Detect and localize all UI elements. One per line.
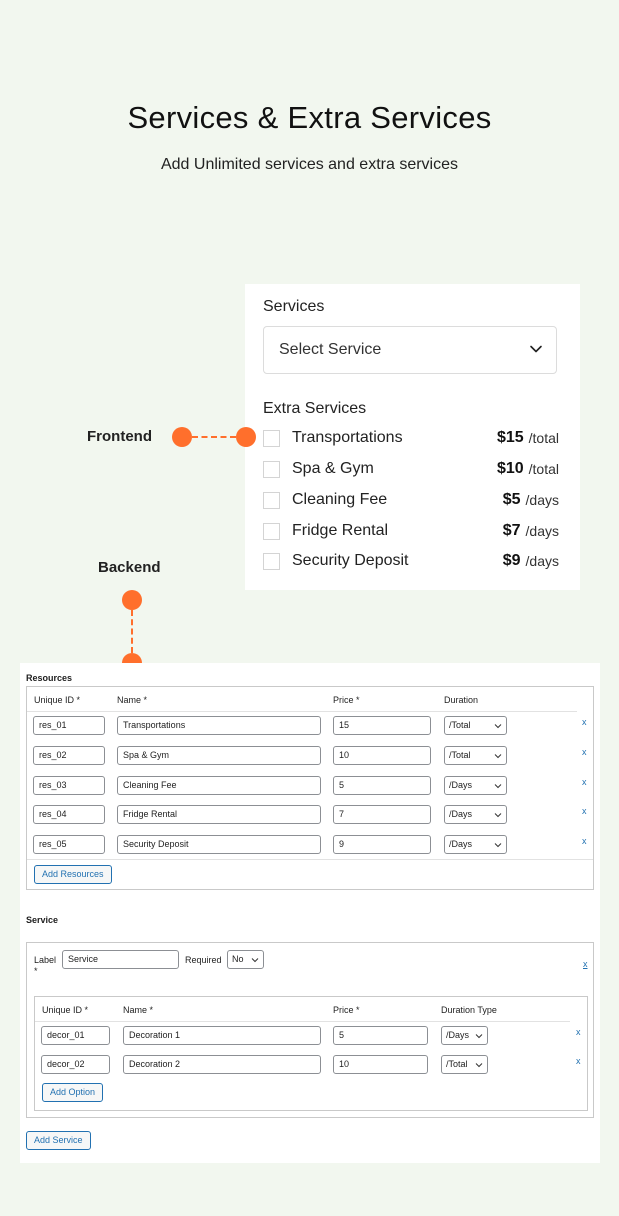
extra-service-unit: /total — [528, 430, 559, 446]
column-header: Duration Type — [441, 1005, 497, 1015]
extra-service-price: $9 — [502, 552, 521, 569]
duration-value: /Days — [446, 1030, 470, 1040]
extra-service-checkbox[interactable] — [263, 553, 280, 570]
add-option-button[interactable]: Add Option — [42, 1083, 103, 1102]
duration-value: /Total — [449, 750, 471, 760]
label-field-label: Label — [34, 955, 57, 965]
extra-service-unit: /days — [525, 523, 559, 539]
column-header: Unique ID * — [34, 695, 81, 705]
backend-label: Backend — [98, 559, 161, 576]
column-header: Duration — [444, 695, 479, 705]
frontend-card — [245, 284, 580, 590]
extra-service-price: $5 — [502, 491, 521, 508]
extra-service-checkbox[interactable] — [263, 492, 280, 509]
name-input[interactable]: Decoration 2 — [123, 1055, 321, 1074]
page-title: Services & Extra Services — [127, 100, 492, 135]
page-subtitle: Add Unlimited services and extra services — [160, 156, 458, 173]
unique-id-input[interactable]: decor_02 — [41, 1055, 110, 1074]
extra-service-name: Spa & Gym — [292, 460, 374, 477]
extra-service-name: Fridge Rental — [292, 522, 389, 539]
column-header: Name * — [117, 695, 148, 705]
duration-type-select[interactable] — [441, 1026, 488, 1045]
column-header: Name * — [123, 1005, 154, 1015]
header-divider — [27, 711, 577, 712]
unique-id-input[interactable]: res_05 — [33, 835, 105, 854]
extra-service-row[interactable] — [263, 458, 559, 480]
duration-value: /Days — [449, 780, 473, 790]
price-input[interactable]: 5 — [333, 1026, 428, 1045]
remove-row-button[interactable]: x — [582, 836, 587, 846]
extra-service-row[interactable] — [263, 427, 559, 449]
price-input[interactable]: 15 — [333, 716, 431, 735]
duration-value: /Days — [449, 839, 473, 849]
name-input[interactable]: Decoration 1 — [123, 1026, 321, 1045]
extra-service-name: Transportations — [292, 429, 403, 446]
required-value: No — [232, 954, 244, 964]
unique-id-input[interactable]: decor_01 — [41, 1026, 110, 1045]
service-select[interactable] — [263, 326, 557, 374]
price-input[interactable]: 5 — [333, 776, 431, 795]
duration-select[interactable] — [444, 746, 507, 765]
remove-service-button[interactable]: x — [583, 959, 588, 969]
resources-table — [26, 686, 594, 890]
price-input[interactable]: 7 — [333, 805, 431, 824]
footer-divider — [27, 859, 593, 860]
extra-service-unit: /days — [525, 553, 559, 569]
services-label: Services — [263, 298, 325, 315]
label-required-mark: * — [34, 966, 38, 976]
chevron-down-icon — [494, 722, 502, 730]
extra-service-price: $7 — [502, 522, 521, 539]
backend-panel — [20, 663, 600, 1163]
service-box — [26, 942, 594, 1118]
extra-service-row[interactable] — [263, 489, 559, 511]
chevron-down-icon — [494, 752, 502, 760]
required-select[interactable] — [227, 950, 264, 969]
extra-service-unit: /days — [525, 492, 559, 508]
extra-service-name: Cleaning Fee — [292, 491, 388, 508]
extra-service-unit: /total — [528, 461, 559, 477]
chevron-down-icon — [475, 1061, 483, 1069]
column-header: Price * — [333, 695, 360, 705]
price-input[interactable]: 9 — [333, 835, 431, 854]
frontend-label: Frontend — [87, 428, 152, 445]
service-label-input[interactable]: Service — [62, 950, 179, 969]
connector-line — [131, 610, 133, 653]
remove-row-button[interactable]: x — [582, 717, 587, 727]
extra-service-checkbox[interactable] — [263, 523, 280, 540]
name-input[interactable]: Transportations — [117, 716, 321, 735]
resources-title: Resources — [26, 673, 73, 683]
remove-option-button[interactable]: x — [576, 1027, 581, 1037]
header-divider — [35, 1021, 570, 1022]
duration-value: /Total — [446, 1059, 468, 1069]
chevron-down-icon — [494, 811, 502, 819]
extra-service-name: Security Deposit — [292, 552, 409, 569]
remove-row-button[interactable]: x — [582, 747, 587, 757]
extra-service-checkbox[interactable] — [263, 430, 280, 447]
duration-select[interactable] — [444, 805, 507, 824]
unique-id-input[interactable]: res_01 — [33, 716, 105, 735]
chevron-down-icon — [494, 841, 502, 849]
connector-dot — [236, 427, 256, 447]
extra-services-label: Extra Services — [263, 400, 367, 417]
duration-value: /Total — [449, 720, 471, 730]
chevron-down-icon — [494, 782, 502, 790]
extra-service-checkbox[interactable] — [263, 461, 280, 478]
unique-id-input[interactable]: res_02 — [33, 746, 105, 765]
extra-service-row[interactable] — [263, 520, 559, 542]
extra-service-price: $10 — [496, 460, 524, 477]
unique-id-input[interactable]: res_04 — [33, 805, 105, 824]
required-label: Required — [185, 955, 222, 965]
extra-service-row[interactable] — [263, 550, 559, 572]
chevron-down-icon — [251, 956, 259, 964]
add-service-button[interactable]: Add Service — [26, 1131, 91, 1150]
duration-select[interactable] — [444, 776, 507, 795]
duration-select[interactable] — [444, 835, 507, 854]
duration-value: /Days — [449, 809, 473, 819]
connector-dot — [122, 590, 142, 610]
connector-dot — [172, 427, 192, 447]
add-resources-button[interactable]: Add Resources — [34, 865, 112, 884]
service-select-value: Select Service — [279, 341, 382, 358]
price-input[interactable]: 10 — [333, 746, 431, 765]
duration-type-select[interactable] — [441, 1055, 488, 1074]
service-options-table — [34, 996, 588, 1111]
name-input[interactable]: Spa & Gym — [117, 746, 321, 765]
price-input[interactable]: 10 — [333, 1055, 428, 1074]
remove-row-button[interactable]: x — [582, 806, 587, 816]
name-input[interactable]: Fridge Rental — [117, 805, 321, 824]
duration-select[interactable] — [444, 716, 507, 735]
chevron-down-icon — [475, 1032, 483, 1040]
connector-line — [192, 436, 236, 438]
name-input[interactable]: Cleaning Fee — [117, 776, 321, 795]
column-header: Price * — [333, 1005, 360, 1015]
name-input[interactable]: Security Deposit — [117, 835, 321, 854]
service-title: Service — [26, 915, 59, 925]
chevron-down-icon — [528, 341, 544, 357]
column-header: Unique ID * — [42, 1005, 89, 1015]
remove-row-button[interactable]: x — [582, 777, 587, 787]
remove-option-button[interactable]: x — [576, 1056, 581, 1066]
unique-id-input[interactable]: res_03 — [33, 776, 105, 795]
extra-service-price: $15 — [496, 429, 524, 446]
